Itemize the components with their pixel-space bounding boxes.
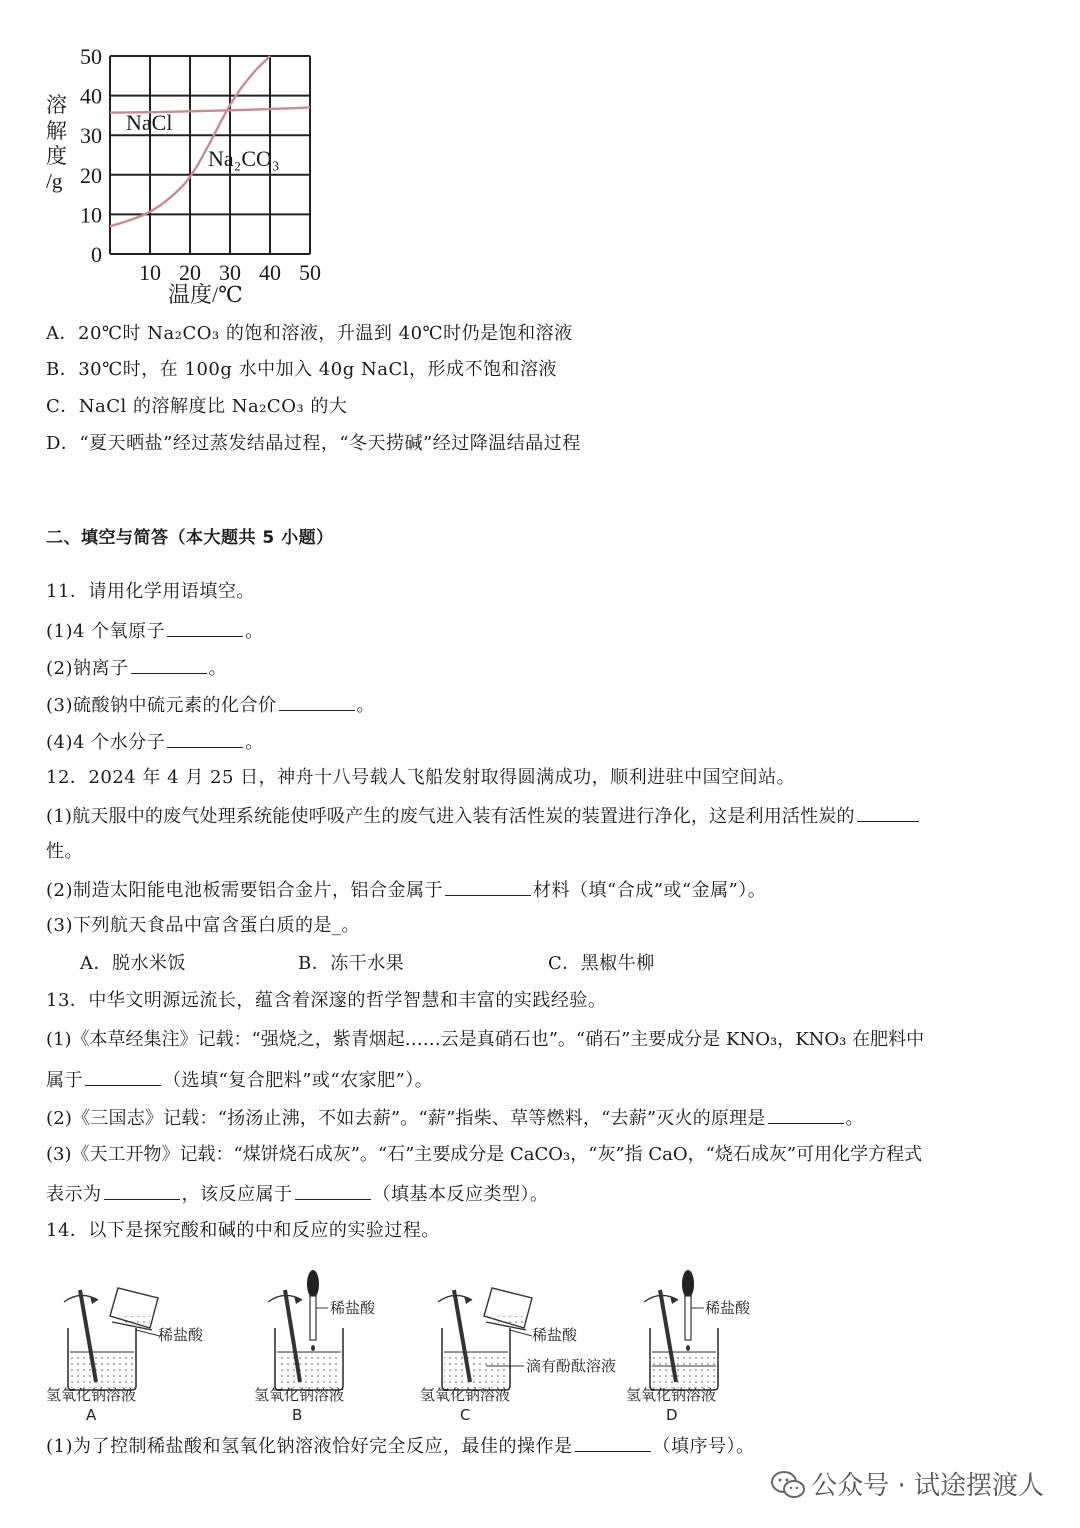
option-b: B．30℃时，在 100g 水中加入 40g NaCl，形成不饱和溶液: [46, 359, 557, 380]
q12-p2-text: (2)制造太阳能电池板需要铝合金片，铝合金属于: [46, 880, 443, 901]
section-title: 二、填空与简答（本大题共 5 小题）: [46, 528, 334, 548]
q12-part-1-end: 性。: [46, 841, 83, 862]
letter-b: B: [292, 1406, 303, 1424]
letter-c: C: [460, 1406, 471, 1424]
q13-part-1: (1)《本草经集注》记载：“强烧之，紫青烟起……云是真硝石也”。“硝石”主要成分是 KNO₃，KNO₃ 在肥料中: [46, 1029, 925, 1050]
beaker-a: [64, 1288, 160, 1390]
beaker-b: [268, 1270, 343, 1390]
q12-part-3: (3)下列航天食品中富含蛋白质的是_。: [46, 915, 360, 936]
q13-part-3-cont: [46, 1181, 549, 1207]
q11-item-2: [46, 655, 227, 681]
base-label-c: 氢氧化钠溶液: [420, 1386, 511, 1404]
option-d: D．“夏天晒盐”经过蒸发结晶过程，“冬天捞碱”经过降温结晶过程: [46, 433, 581, 454]
y-tick-label: 40: [80, 83, 102, 109]
answer-blank[interactable]: [857, 803, 919, 822]
acid-label-a: 稀盐酸: [158, 1326, 204, 1344]
q14-stem: 14．以下是探究酸和碱的中和反应的实验过程。: [46, 1220, 440, 1241]
x-tick-label: 20: [179, 260, 201, 285]
base-label-a: 氢氧化钠溶液: [46, 1386, 137, 1404]
solubility-chart: [40, 36, 340, 316]
q12-p2-end: 材料（填“合成”或“金属”）。: [533, 880, 767, 901]
y-label-char: 度: [46, 144, 67, 168]
q12-p1-text: (1)航天服中的废气处理系统能使呼吸产生的废气进入装有活性炭的装置进行净化，这是利用活性炭的: [46, 806, 855, 827]
chart-curves: [110, 56, 310, 226]
q13-p1-end: （选填“复合肥料”或“农家肥”）。: [163, 1070, 434, 1091]
answer-blank[interactable]: [295, 1181, 371, 1200]
q14-p1-end: （填序号）。: [652, 1436, 755, 1457]
x-axis-label: 温度/℃: [168, 282, 243, 307]
letter-d: D: [666, 1406, 678, 1424]
q12-choice-a: A．脱水米饭: [80, 953, 186, 974]
q14-part-1: [46, 1433, 755, 1459]
q13-p1-text: 属于: [46, 1070, 83, 1091]
answer-blank[interactable]: [104, 1181, 180, 1200]
answer-blank[interactable]: [131, 655, 207, 674]
wechat-icon: [771, 1471, 805, 1499]
base-label-b: 氢氧化钠溶液: [254, 1386, 345, 1404]
q11-item-end: 。: [208, 658, 227, 679]
answer-blank[interactable]: [279, 692, 355, 711]
y-tick-label: 10: [80, 202, 102, 228]
y-label-char: /g: [46, 169, 63, 193]
q11-item-text: (1)4 个氧原子: [46, 621, 166, 642]
y-tick-label: 0: [91, 242, 102, 267]
option-c: C．NaCl 的溶解度比 Na₂CO₃ 的大: [46, 396, 348, 417]
q11-item-end: 。: [245, 732, 264, 753]
q13-p3-text: 表示为: [46, 1184, 102, 1205]
q12-part-2: [46, 877, 766, 903]
q13-p3-end: （填基本反应类型）。: [372, 1184, 549, 1205]
q13-part-1-cont: [46, 1067, 433, 1093]
acid-label-c: 稀盐酸: [532, 1326, 578, 1344]
q11-item-end: 。: [356, 695, 375, 716]
q13-part-2: [46, 1105, 864, 1131]
base-label-d: 氢氧化钠溶液: [626, 1386, 717, 1404]
q11-item-3: [46, 692, 375, 718]
watermark: [771, 1465, 1044, 1502]
na2co3-label: Na₂CO₃: [208, 146, 280, 171]
q11-item-text: (2)钠离子: [46, 658, 129, 679]
watermark-text: 公众号 · 试途摆渡人: [811, 1471, 1044, 1501]
q11-item-end: 。: [245, 621, 264, 642]
y-tick-label: 20: [80, 162, 102, 188]
beaker-c: [438, 1288, 532, 1390]
q12-choice-c: C．黑椒牛柳: [548, 953, 655, 974]
q12-choice-b: B．冻干水果: [298, 953, 405, 974]
q11-item-text: (4)4 个水分子: [46, 732, 166, 753]
q13-p3-mid: ，该反应属于: [181, 1184, 293, 1205]
acid-label-d: 稀盐酸: [705, 1299, 751, 1317]
x-tick-label: 30: [219, 260, 241, 285]
answer-blank[interactable]: [167, 729, 243, 748]
q14-p1-text: (1)为了控制稀盐酸和氢氧化钠溶液恰好完全反应，最佳的操作是: [46, 1436, 573, 1457]
q13-stem: 13．中华文明源远流长，蕴含着深邃的哲学智慧和丰富的实践经验。: [46, 990, 607, 1011]
q11-item-text: (3)硫酸钠中硫元素的化合价: [46, 695, 277, 716]
option-a: A．20℃时 Na₂CO₃ 的饱和溶液，升温到 40℃时仍是饱和溶液: [46, 323, 573, 344]
answer-blank[interactable]: [167, 618, 243, 637]
nacl-label: NaCl: [126, 110, 173, 135]
indicator-label: 滴有酚酞溶液: [526, 1357, 617, 1375]
q11-item-1: [46, 618, 264, 644]
q13-p2-text: (2)《三国志》记载：“扬汤止沸，不如去薪”。“薪”指柴、草等燃料，“去薪”灭火的原理是: [46, 1108, 766, 1129]
x-tick-label: 10: [139, 260, 161, 285]
answer-blank[interactable]: [85, 1067, 161, 1086]
q13-part-3: (3)《天工开物》记载：“煤饼烧石成灰”。“石”主要成分是 CaCO₃，“灰”指 CaO，“烧石成灰”可用化学方程式: [46, 1144, 923, 1165]
x-tick-label: 50: [299, 260, 321, 285]
q12-stem: 12．2024 年 4 月 25 日，神舟十八号载人飞船发射取得圆满成功，顺利进驻中国空间站。: [46, 767, 796, 788]
y-axis-ticks: [80, 44, 102, 267]
q12-part-1: [46, 803, 921, 829]
answer-blank[interactable]: [445, 877, 531, 896]
x-tick-label: 40: [259, 260, 281, 285]
q13-p2-end: 。: [845, 1108, 864, 1129]
y-tick-label: 50: [80, 44, 102, 69]
experiment-diagram: [40, 1260, 760, 1428]
beaker-d: [644, 1270, 718, 1390]
y-axis-label: [46, 93, 67, 193]
answer-blank[interactable]: [575, 1433, 651, 1452]
answer-blank[interactable]: [768, 1105, 844, 1124]
y-label-char: 解: [46, 119, 67, 143]
q11-item-4: [46, 729, 264, 755]
y-label-char: 溶: [46, 93, 67, 117]
y-tick-label: 30: [80, 123, 102, 149]
letter-a: A: [86, 1406, 97, 1424]
acid-label-b: 稀盐酸: [330, 1299, 376, 1317]
q11-stem: 11．请用化学用语填空。: [46, 581, 255, 602]
